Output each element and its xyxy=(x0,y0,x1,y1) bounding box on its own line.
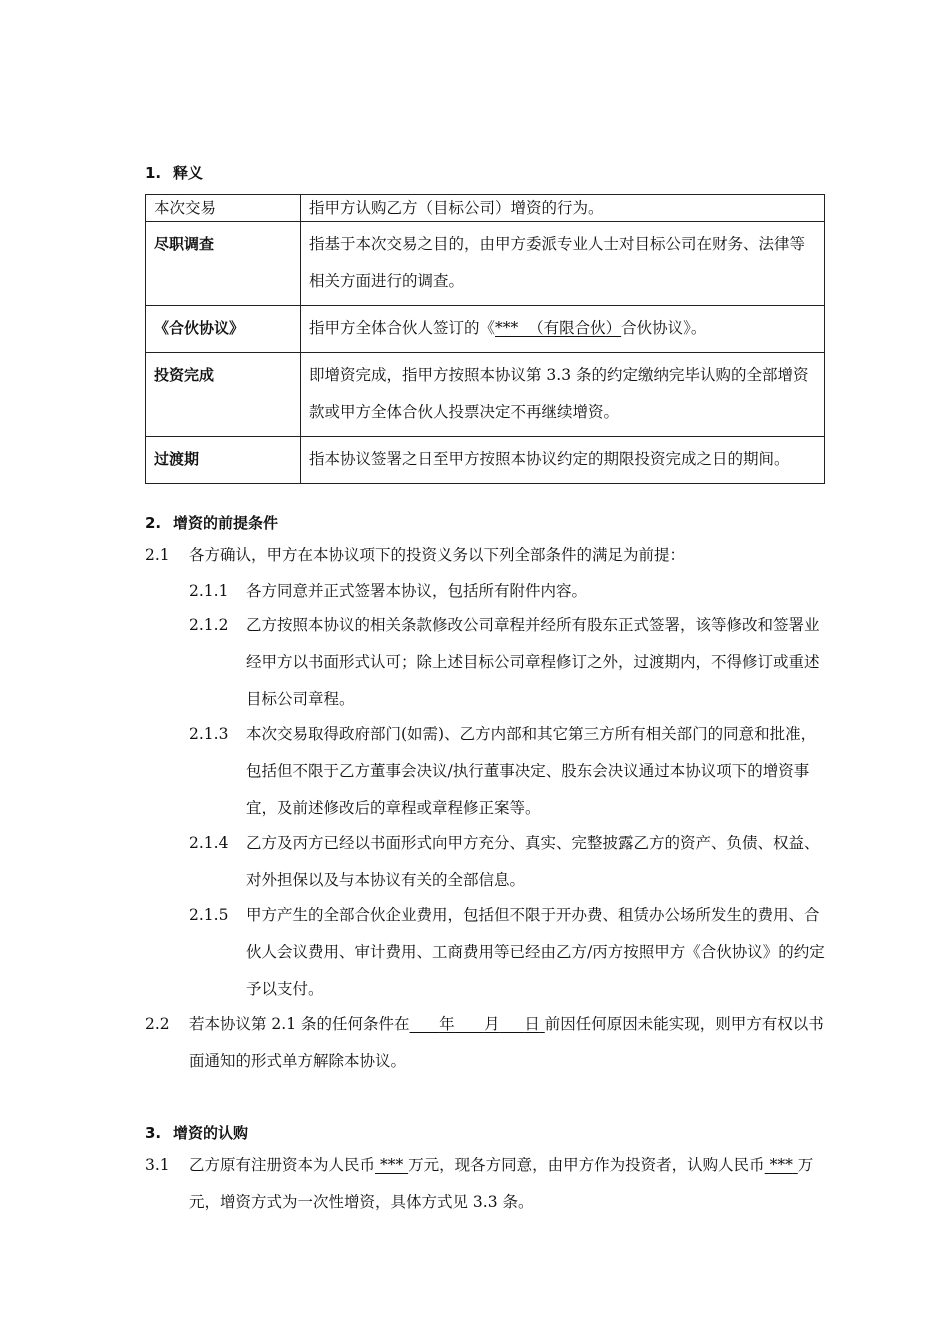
clause-text: 各方同意并正式签署本协议，包括所有附件内容。 xyxy=(246,582,588,600)
clause-text: 乙方及丙方已经以书面形式向甲方充分、真实、完整披露乙方的资产、负债、权益、对外担保以及与本协议有关的全部信息。 xyxy=(246,834,820,889)
clause-number: 3.1 xyxy=(145,1156,170,1174)
term-cell: 本次交易 xyxy=(146,195,301,222)
subclause-2-1-2 xyxy=(189,607,825,718)
subclause-2-1-1 xyxy=(189,573,825,610)
clause-number: 2.1.3 xyxy=(189,725,229,743)
section-title: 增资的前提条件 xyxy=(173,514,279,532)
subscription-amount[interactable] xyxy=(765,1156,798,1174)
amount-value: *** xyxy=(379,1156,404,1174)
section-number: 2. xyxy=(145,514,162,532)
table-row xyxy=(146,306,825,353)
term-cell: 《合伙协议》 xyxy=(146,306,301,353)
day-label: 日 xyxy=(524,1015,540,1033)
clause-text: 各方确认，甲方在本协议项下的投资义务以下列全部条件的满足为前提： xyxy=(189,546,686,564)
table-row xyxy=(146,222,825,306)
subclause-2-1-4 xyxy=(189,825,825,899)
clause-number: 2.1.5 xyxy=(189,906,229,924)
registered-capital-amount[interactable] xyxy=(375,1156,408,1174)
amount-value: *** xyxy=(769,1156,793,1174)
clause-2-2 xyxy=(145,1006,825,1080)
clause-number: 2.1.1 xyxy=(189,582,229,600)
clause-text-part: 若本协议第 2.1 条的任何条件在 xyxy=(189,1015,410,1033)
table-row xyxy=(146,437,825,484)
clause-text-part: 前因任何原因未能实现，则甲方有权以书面通知的形式单方解除本协议。 xyxy=(189,1015,824,1070)
year-label: 年 xyxy=(439,1015,455,1033)
section-number: 1. xyxy=(145,164,162,182)
clause-text-part: 万元，现各方同意，由甲方作为投资者，认购人民币 xyxy=(408,1156,765,1174)
section-number: 3. xyxy=(145,1124,162,1142)
term-cell: 过渡期 xyxy=(146,437,301,484)
definition-text: 指甲方全体合伙人签订的《 xyxy=(309,319,496,337)
section-2-heading xyxy=(145,512,278,533)
section-title: 释义 xyxy=(173,164,204,182)
clause-text: 乙方按照本协议的相关条款修改公司章程并经所有股东正式签署，该等修改和签署业经甲方以书面形式认可；除上述目标公司章程修订之外，过渡期内，不得修订或重述目标公司章程。 xyxy=(246,616,820,708)
subclause-2-1-3 xyxy=(189,716,825,827)
partnership-name-underlined: *** （有限合伙） xyxy=(495,319,622,337)
subclause-2-1-5 xyxy=(189,897,825,1008)
table-row xyxy=(146,353,825,437)
date-blank[interactable] xyxy=(410,1015,545,1033)
term-cell: 投资完成 xyxy=(146,353,301,437)
clause-text: 甲方产生的全部合伙企业费用，包括但不限于开办费、租赁办公场所发生的费用、合伙人会议费用、审计费用、工商费用等已经由乙方/丙方按照甲方《合伙协议》的约定予以支付。 xyxy=(246,906,825,998)
definition-cell: 指甲方认购乙方（目标公司）增资的行为。 xyxy=(301,195,825,222)
clause-text-part: 乙方原有注册资本为人民币 xyxy=(189,1156,376,1174)
clause-text xyxy=(189,1147,825,1221)
definition-text: 合伙协议》。 xyxy=(621,319,707,337)
clause-text-part: 万元，增资方式为一次性增资，具体方式见 3.3 条。 xyxy=(189,1156,814,1211)
definition-cell xyxy=(301,306,825,353)
clause-2-1 xyxy=(145,537,825,574)
section-3-heading xyxy=(145,1122,248,1143)
definitions-table xyxy=(145,194,825,484)
definition-cell: 即增资完成，指甲方按照本协议第 3.3 条的约定缴纳完毕认购的全部增资款或甲方全体合伙人投票决定不再继续增资。 xyxy=(301,353,825,437)
definition-cell: 指本协议签署之日至甲方按照本协议约定的期限投资完成之日的期间。 xyxy=(301,437,825,484)
section-1-heading xyxy=(145,162,203,183)
clause-number: 2.1.2 xyxy=(189,616,229,634)
clause-number: 2.2 xyxy=(145,1015,170,1033)
definition-cell: 指基于本次交易之目的，由甲方委派专业人士对目标公司在财务、法律等相关方面进行的调查。 xyxy=(301,222,825,306)
clause-3-1 xyxy=(145,1147,825,1221)
clause-number: 2.1 xyxy=(145,546,170,564)
table-row xyxy=(146,195,825,222)
clause-text: 本次交易取得政府部门(如需)、乙方内部和其它第三方所有相关部门的同意和批准，包括但不限于乙方董事会决议/执行董事决定、股东会决议通过本协议项下的增资事宜，及前述修改后的章程或章程修正案等。 xyxy=(246,725,817,817)
month-label: 月 xyxy=(484,1015,500,1033)
clause-number: 2.1.4 xyxy=(189,834,229,852)
section-title: 增资的认购 xyxy=(173,1124,249,1142)
clause-text xyxy=(189,1006,825,1080)
term-cell: 尽职调查 xyxy=(146,222,301,306)
